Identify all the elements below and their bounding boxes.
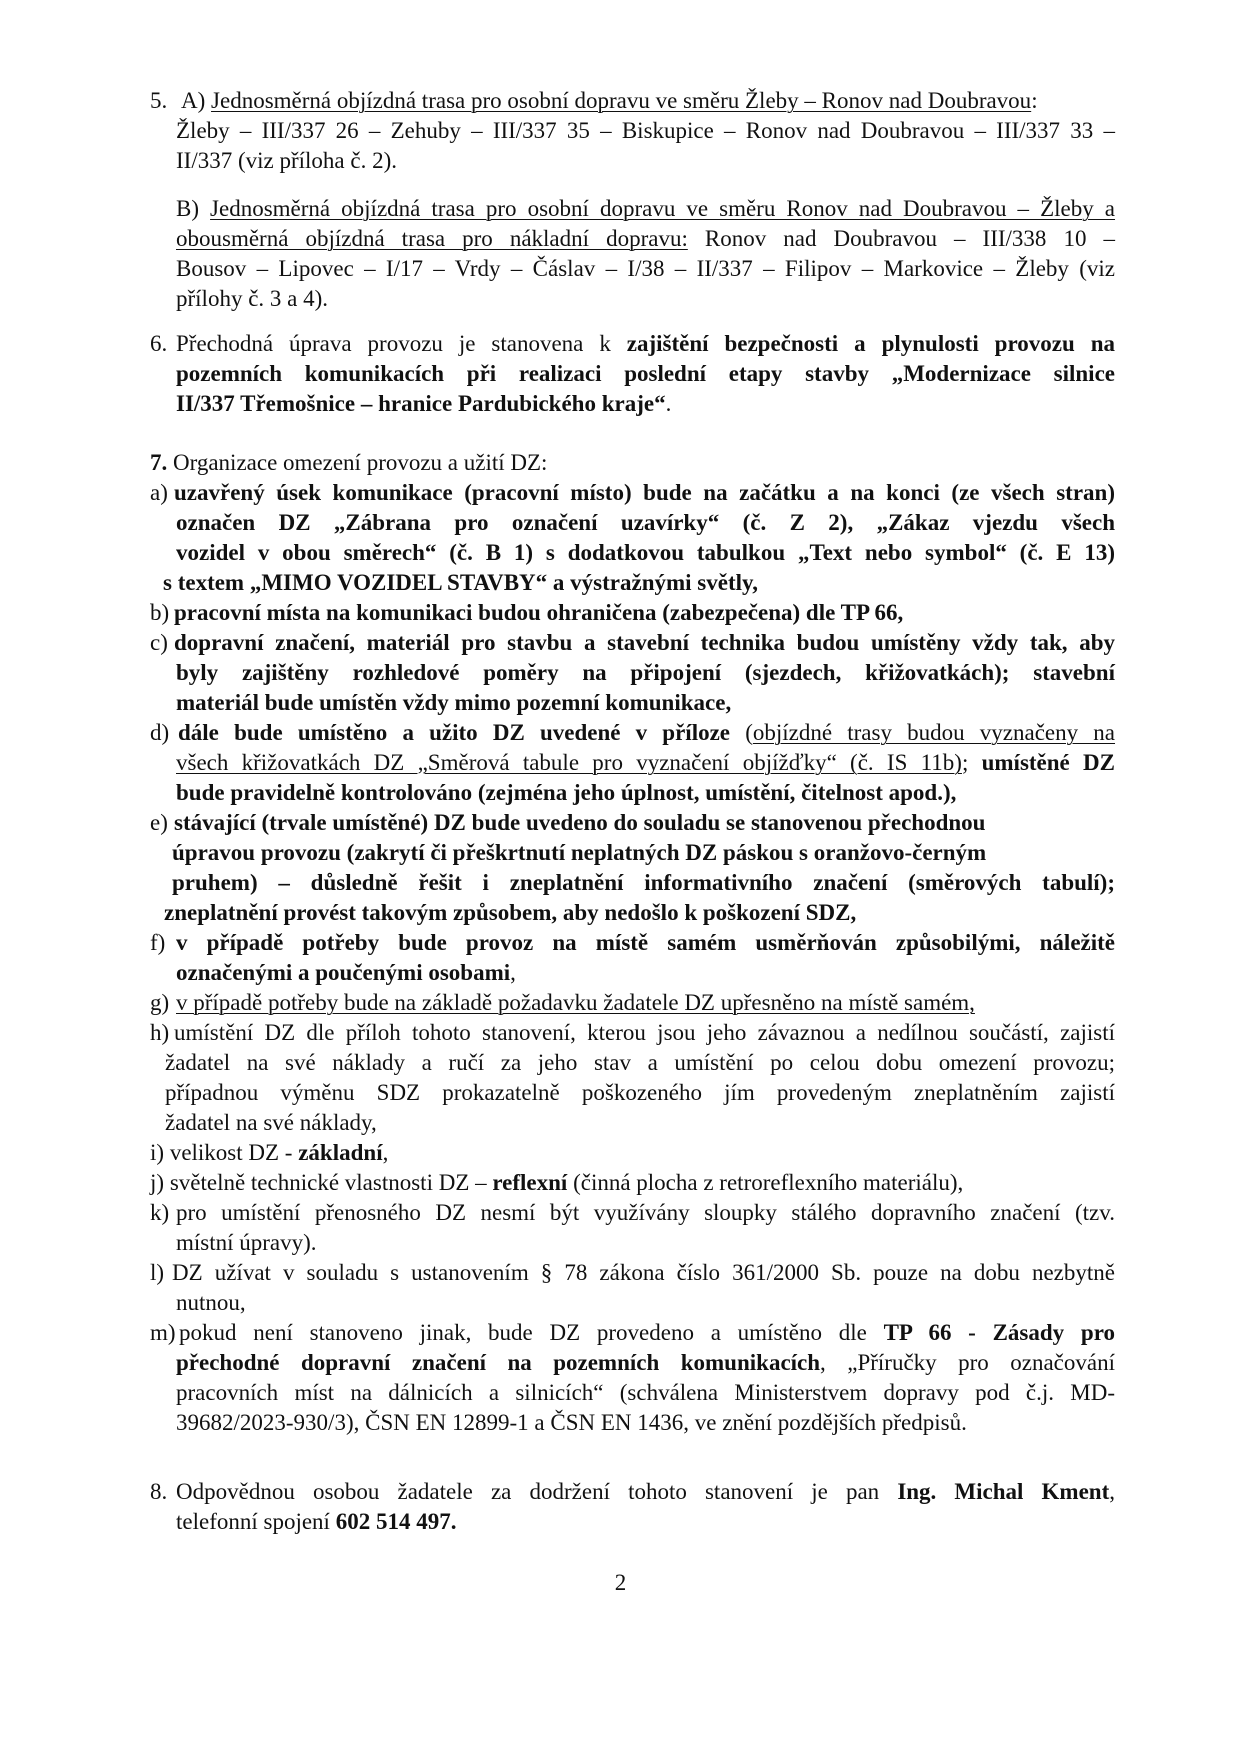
line (0, 1477, 1241, 1507)
line (0, 1507, 1241, 1537)
bold-text: materiál bude umístěn vždy mimo pozemní komunikace, (176, 690, 732, 715)
bold-text: základní (298, 1140, 383, 1165)
line (0, 194, 1241, 224)
item-text: pracovních míst na dálnicích a silnicích“ (schválena Ministerstvem dopravy pod č.j. MD- (176, 1380, 1115, 1405)
item-text (174, 628, 1115, 658)
item-label: c) (150, 630, 168, 655)
section-number: 7. (150, 450, 168, 475)
item-label: m) (150, 1320, 176, 1345)
bold-text: bude pravidelně kontrolováno (zejména jeho úplnost, umístění, čitelnost apod.), (176, 780, 957, 805)
line (0, 116, 1241, 146)
item-text: případnou výměnu SDZ prokazatelně poškozeného jím provedeným zneplatněním zajistí (165, 1080, 1115, 1105)
item-text (176, 688, 731, 718)
section-6-line-2 (176, 359, 1115, 389)
bold-text: dopravní značení, materiál pro stavbu a stavební technika budou umístěny vždy tak, aby (174, 630, 1115, 655)
item-text (176, 778, 956, 808)
item-text: místní úpravy). (176, 1230, 317, 1255)
line (0, 1288, 1241, 1318)
item-text: žadatel na své náklady, (165, 1110, 377, 1135)
item-text (150, 1168, 963, 1198)
section-5 (0, 86, 1241, 176)
subsection-label: B) (176, 196, 199, 221)
bold-text: byly zajištěny rozhledové poměry na připojení (sjezdech, křižovatkách); stavební (176, 660, 1115, 685)
item-text (176, 538, 1115, 568)
bold-text: dále bude umístěno a užito DZ uvedené v příloze (178, 720, 731, 745)
list-item-l (0, 1258, 1241, 1288)
item-text (150, 1138, 388, 1168)
plain-text: Odpovědnou osobou žadatele za dodržení tohoto stanovení je pan (176, 1479, 898, 1504)
line (0, 359, 1241, 389)
bold-text: s textem „MIMO VOZIDEL STAVBY“ a výstražnými světly, (163, 570, 758, 595)
bold-text: zajištění bezpečnosti a plynulosti provozu na (626, 331, 1115, 356)
route-b-text-1: Ronov nad Doubravou – III/338 10 – (687, 226, 1115, 251)
item-label: g) (150, 990, 170, 1015)
item-label: l) (150, 1260, 165, 1285)
bold-text: označenými a poučenými osobami (176, 960, 511, 985)
line (0, 254, 1241, 284)
section-number: 6. (150, 331, 168, 356)
plain-text: Přechodná úprava provozu je stanovena k (176, 331, 627, 356)
bold-text: stávající (trvale umístěné) DZ bude uvedeno do souladu se stanovenou přechodnou (174, 810, 986, 835)
line (0, 329, 1241, 359)
section-6-line-1 (176, 329, 1115, 359)
list-item-b (0, 598, 1241, 628)
item-text: 39682/2023-930/3), ČSN EN 12899-1 a ČSN EN 1436, ve znění pozdějších předpisů. (176, 1410, 967, 1435)
underlined-text: všech křižovatkách DZ „Směrová tabule pro vyznačení objížďky“ (č. IS 11b) (176, 750, 962, 775)
list-item-a (0, 478, 1241, 508)
item-text (172, 838, 986, 868)
item-label: b) (150, 600, 170, 625)
plain-text: ; (961, 750, 969, 775)
line (0, 958, 1241, 988)
line (0, 538, 1241, 568)
item-label: f) (150, 930, 166, 955)
list-item-c (0, 628, 1241, 658)
item-text (176, 958, 516, 988)
plain-text: , „Příručky pro označování (820, 1350, 1115, 1375)
line (0, 568, 1241, 598)
line (0, 508, 1241, 538)
contact-phone: 602 514 497. (335, 1509, 457, 1534)
section-5a-line-1 (181, 86, 1038, 116)
colon: : (1031, 88, 1038, 113)
route-b-line-2 (176, 224, 1115, 254)
contact-name: Ing. Michal Kment (897, 1479, 1110, 1504)
list-item-g (0, 988, 1241, 1018)
item-text: umístění DZ dle příloh tohoto stanovení, kterou jsou jeho závaznou a nedílnou součástí, zajistí (174, 1020, 1115, 1045)
list-item-m (0, 1318, 1241, 1348)
section-5b (0, 194, 1241, 314)
list-item-i (0, 1138, 1241, 1168)
item-text: nutnou, (176, 1290, 246, 1315)
route-b-title-2: obousměrná objízdná trasa pro nákladní dopravu: (176, 226, 688, 251)
item-text (176, 508, 1115, 538)
line (0, 1228, 1241, 1258)
route-a-title: Jednosměrná objízdná trasa pro osobní dopravu ve směru Žleby – Ronov nad Doubravou (211, 88, 1032, 113)
line (0, 1408, 1241, 1438)
underlined-text: objízdné trasy budou vyznačeny na (752, 720, 1116, 745)
item-text (176, 928, 1115, 958)
item-text (178, 718, 1115, 748)
line (0, 448, 1241, 478)
page-number: 2 (614, 1570, 627, 1595)
title-text: Organizace omezení provozu a užití DZ: (167, 450, 548, 475)
plain-text: (činná plocha z retroreflexního materiálu), (567, 1170, 964, 1195)
item-label: i) (150, 1140, 165, 1165)
item-text: pro umístění přenosného DZ nesmí být využívány sloupky stálého dopravního značení (tzv. (176, 1200, 1115, 1225)
section-8-line-2 (176, 1507, 456, 1537)
item-text (172, 868, 1115, 898)
bold-text: zneplatnění provést takovým způsobem, aby nedošlo k poškození SDZ, (164, 900, 857, 925)
line (0, 778, 1241, 808)
subsection-label: A) (181, 88, 206, 113)
bold-text: přechodné dopravní značení na pozemních komunikacích (176, 1350, 821, 1375)
item-label: j) (150, 1170, 165, 1195)
bold-text: pruhem) – důsledně řešit i zneplatnění informativního značení (směrových tabulí); (172, 870, 1115, 895)
section-8-line-1 (176, 1477, 1115, 1507)
item-text (174, 478, 1115, 508)
plain-text: , (510, 960, 516, 985)
line (0, 868, 1241, 898)
bold-text: pracovní místa na komunikaci budou ohraničena (zabezpečena) dle TP 66, (174, 600, 904, 625)
bold-text: v případě potřeby bude provoz na místě samém usměrňován způsobilými, náležitě (176, 930, 1115, 955)
list-item-d (0, 718, 1241, 748)
list-item-e (0, 808, 1241, 838)
section-8 (0, 1477, 1241, 1537)
bold-text: pozemních komunikacích při realizaci poslední etapy stavby „Modernizace silnice (176, 361, 1115, 386)
bold-text: označen DZ „Zábrana pro označení uzavírky“ (č. Z 2), „Zákaz vjezdu všech (176, 510, 1115, 535)
route-b-text-2: Bousov – Lipovec – I/17 – Vrdy – Čáslav – I/38 – II/337 – Filipov – Markovice – Žleby (viz (176, 256, 1115, 281)
list-item-f (0, 928, 1241, 958)
section-number: 5. (150, 88, 168, 113)
item-text (174, 808, 985, 838)
item-label: e) (150, 810, 168, 835)
item-text (174, 598, 903, 628)
plain-text: velikost DZ - (164, 1140, 299, 1165)
plain-text: telefonní spojení (176, 1509, 336, 1534)
line (0, 1078, 1241, 1108)
item-text (176, 658, 1115, 688)
line (0, 838, 1241, 868)
section-7-title (150, 448, 547, 478)
bold-text: reflexní (492, 1170, 568, 1195)
route-b-title-1: Jednosměrná objízdná trasa pro osobní dopravu ve směru Ronov nad Doubravou – Žleby a (210, 196, 1116, 221)
item-text (176, 1348, 1115, 1378)
bold-text: vozidel v obou směrech“ (č. B 1) s dodatkovou tabulkou „Text nebo symbol“ (č. E 13) (176, 540, 1115, 565)
line (0, 1048, 1241, 1078)
line (0, 748, 1241, 778)
item-label: d) (150, 720, 170, 745)
item-text (176, 748, 1115, 778)
line (0, 284, 1241, 314)
item-text (179, 1318, 1115, 1348)
plain-text: pokud není stanoveno jinak, bude DZ provedeno a umístěno dle (179, 1320, 884, 1345)
plain-text: , (1109, 1479, 1115, 1504)
period: . (665, 391, 672, 416)
bold-text: TP 66 - Zásady pro (883, 1320, 1115, 1345)
section-6 (0, 329, 1241, 419)
line (0, 1378, 1241, 1408)
item-text: žadatel na své náklady a ručí za jeho stav a umístění po celou dobu omezení provozu; (165, 1050, 1115, 1075)
bold-text: II/337 Třemošnice – hranice Pardubického kraje“ (176, 391, 666, 416)
line (0, 658, 1241, 688)
item-text (164, 898, 856, 928)
item-text: DZ užívat v souladu s ustanovením § 78 zákona číslo 361/2000 Sb. pouze na dobu nezbytně (172, 1260, 1115, 1285)
line (0, 146, 1241, 176)
bold-text: úpravou provozu (zakrytí či přeškrtnutí neplatných DZ páskou s oranžovo-černým (172, 840, 987, 865)
list-item-h (0, 1018, 1241, 1048)
route-b-text-3: přílohy č. 3 a 4). (176, 286, 329, 311)
line (0, 86, 1241, 116)
plain-text: světelně technické vlastnosti DZ – (164, 1170, 493, 1195)
line (0, 1348, 1241, 1378)
list-item-j (0, 1168, 1241, 1198)
line (0, 688, 1241, 718)
line (0, 389, 1241, 419)
line (0, 898, 1241, 928)
bold-text: uzavřený úsek komunikace (pracovní místo) bude na začátku a na konci (ze všech stran) (174, 480, 1115, 505)
bold-text: umístěné DZ (968, 750, 1115, 775)
underlined-text: v případě potřeby bude na základě požadavku žadatele DZ upřesněno na místě samém, (176, 990, 975, 1015)
section-6-line-3 (176, 389, 671, 419)
item-label: a) (150, 480, 168, 505)
list-item-k (0, 1198, 1241, 1228)
section-number: 8. (150, 1479, 168, 1504)
plain-text: ( (730, 720, 753, 745)
line (0, 224, 1241, 254)
section-7 (0, 448, 1241, 1438)
route-a-text-2: II/337 (viz příloha č. 2). (176, 148, 397, 173)
item-text (163, 568, 758, 598)
route-a-text-1: Žleby – III/337 26 – Zehuby – III/337 35 – Biskupice – Ronov nad Doubravou – III/337 33 – (176, 118, 1115, 143)
line (0, 1108, 1241, 1138)
plain-text: , (382, 1140, 389, 1165)
route-b-line-1 (176, 194, 1115, 224)
item-label: h) (150, 1020, 170, 1045)
item-label: k) (150, 1200, 170, 1225)
